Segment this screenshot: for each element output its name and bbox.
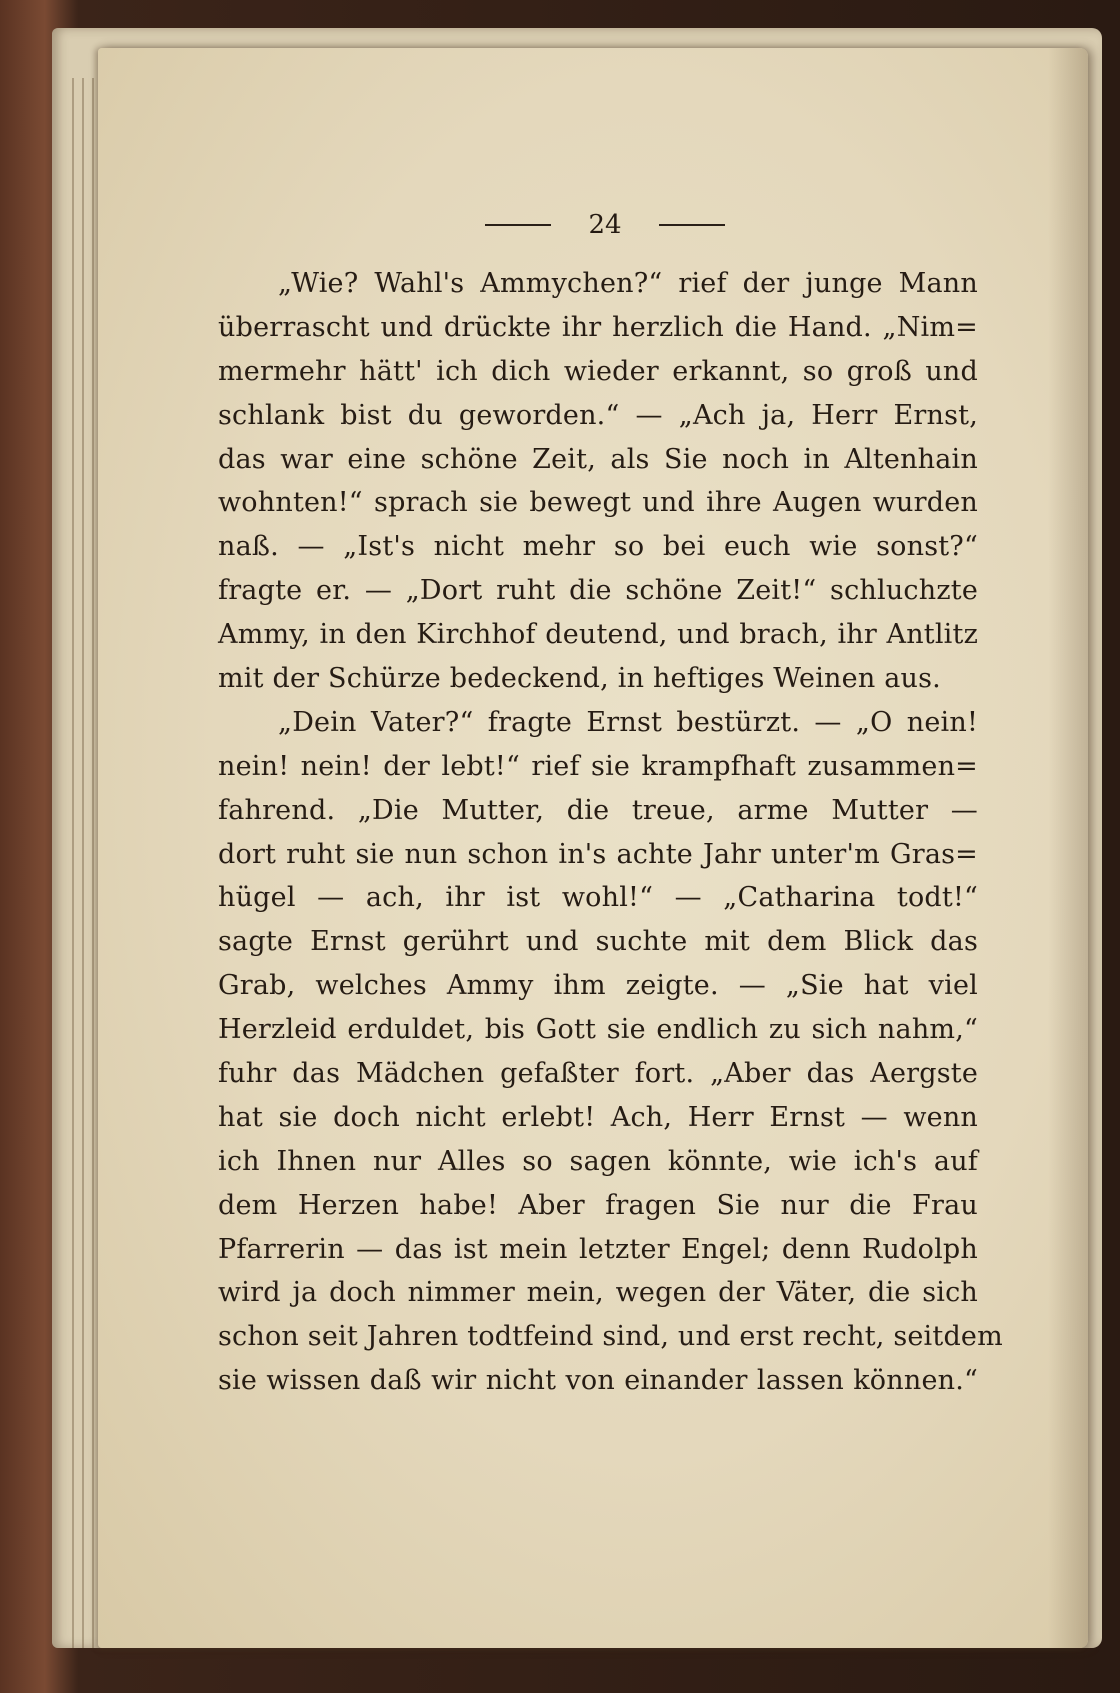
text-line: Grab, welches Ammy ihm zeigte. — „Sie hat viel [218, 970, 978, 1002]
page-edge [92, 78, 94, 1648]
page-number: 24 [588, 210, 622, 240]
text-line: naß. — „Ist's nicht mehr so bei euch wie sonst?“ [218, 531, 978, 563]
text-line: fragte er. — „Dort ruht die schöne Zeit!“ schluchzte [218, 575, 978, 607]
text-line: „Wie? Wahl's Ammychen?“ rief der junge Mann [278, 268, 978, 299]
text-line: wird ja doch nimmer mein, wegen der Väter, die sich [218, 1277, 978, 1309]
text-line: ich Ihnen nur Alles so sagen könnte, wie ich's auf [218, 1145, 978, 1177]
page-header [485, 210, 725, 240]
text-line: hügel — ach, ihr ist wohl!“ — „Catharina todt!“ [218, 882, 978, 914]
page-edge [72, 78, 74, 1648]
text-line: mit der Schürze bedeckend, in heftiges Weinen aus. [218, 663, 941, 695]
text-line: sie wissen daß wir nicht von einander lassen können.“ [218, 1365, 978, 1397]
text-line: mermehr hätt' ich dich wieder erkannt, so groß und [218, 355, 978, 387]
text-line: Ammy, in den Kirchhof deutend, und brach, ihr Antlitz [218, 619, 978, 651]
text-line: Herzleid erduldet, bis Gott sie endlich zu sich nahm,“ [218, 1014, 978, 1046]
text-line: sagte Ernst gerührt und suchte mit dem Blick das [218, 926, 978, 958]
text-line: „Dein Vater?“ fragte Ernst bestürzt. — „O nein! [278, 706, 978, 738]
body-text [218, 262, 1003, 1403]
text-line: nein! nein! der lebt!“ rief sie krampfhaft zusammen= [218, 750, 978, 782]
text-line: überrascht und drückte ihr herzlich die Hand. „Nim= [218, 311, 978, 343]
text-line: fahrend. „Die Mutter, die treue, arme Mutter — [218, 794, 978, 826]
text-line: wohnten!“ sprach sie bewegt und ihre Augen wurden [218, 487, 978, 519]
header-rule-right [659, 224, 725, 226]
text-line: schlank bist du geworden.“ — „Ach ja, Herr Ernst, [218, 399, 978, 431]
text-line: dort ruht sie nun schon in's achte Jahr unter'm Gras= [218, 838, 978, 870]
text-line: schon seit Jahren todtfeind sind, und erst recht, seitdem [218, 1321, 1003, 1353]
page-gutter-shadow [1048, 48, 1088, 1648]
page-edge [82, 78, 84, 1648]
text-line: fuhr das Mädchen gefaßter fort. „Aber das Aergste [218, 1058, 978, 1090]
text-line: Pfarrerin — das ist mein letzter Engel; denn Rudolph [218, 1233, 978, 1265]
header-rule-left [485, 224, 551, 226]
text-line: das war eine schöne Zeit, als Sie noch in Altenhain [218, 443, 978, 475]
text-line: dem Herzen habe! Aber fragen Sie nur die Frau [218, 1189, 978, 1221]
text-line: hat sie doch nicht erlebt! Ach, Herr Ernst — wenn [218, 1101, 978, 1133]
